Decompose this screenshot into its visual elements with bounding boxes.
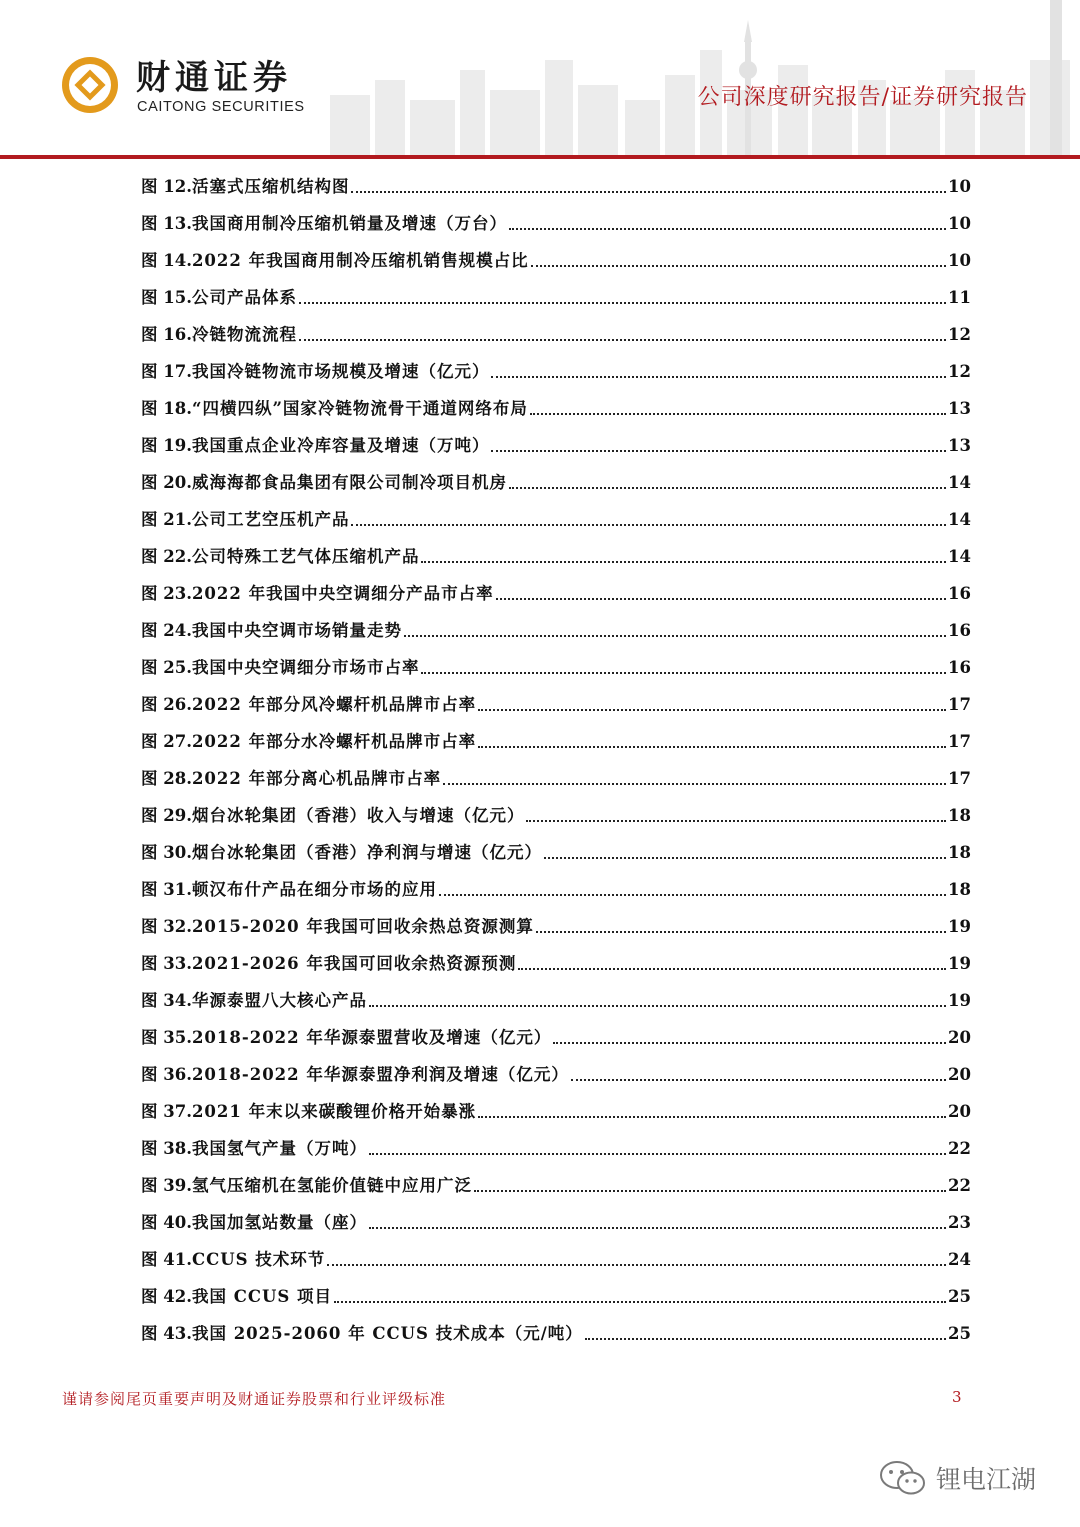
- toc-figure-title: 活塞式压缩机结构图: [191, 177, 350, 196]
- toc-dot-leader: [369, 1153, 946, 1155]
- toc-figure-title: 2022 年我国商用制冷压缩机销售规模占比: [191, 251, 529, 270]
- toc-entry[interactable]: [141, 1090, 971, 1127]
- toc-dot-leader: [571, 1079, 946, 1081]
- toc-dot-leader: [478, 746, 946, 748]
- toc-page-number: 18: [948, 806, 971, 825]
- toc-entry[interactable]: [141, 1164, 971, 1201]
- toc-figure-number: 图 19.: [141, 436, 192, 455]
- toc-figure-title: 2021-2026 年我国可回收余热资源预测: [191, 954, 517, 973]
- page-header: [0, 0, 1080, 160]
- toc-figure-number: 图 39.: [141, 1176, 192, 1195]
- toc-dot-leader: [443, 783, 946, 785]
- toc-figure-title: 威海海都食品集团有限公司制冷项目机房: [191, 473, 507, 492]
- toc-figure-title: 华源泰盟八大核心产品: [191, 991, 367, 1010]
- toc-figure-title: 我国中央空调细分市场市占率: [191, 658, 420, 677]
- toc-page-number: 13: [948, 436, 971, 455]
- toc-figure-number: 图 32.: [141, 917, 192, 936]
- toc-figure-number: 图 24.: [141, 621, 192, 640]
- toc-dot-leader: [491, 450, 946, 452]
- toc-page-number: 12: [948, 362, 971, 381]
- toc-figure-title: 我国重点企业冷库容量及增速（万吨）: [191, 436, 490, 455]
- toc-entry[interactable]: [141, 1016, 971, 1053]
- toc-figure-title: 氢气压缩机在氢能价值链中应用广泛: [191, 1176, 472, 1195]
- toc-dot-leader: [509, 228, 946, 230]
- toc-page-number: 19: [948, 991, 971, 1010]
- toc-figure-number: 图 17.: [141, 362, 192, 381]
- toc-figure-title: 顿汉布什产品在细分市场的应用: [191, 880, 437, 899]
- toc-page-number: 16: [948, 621, 971, 640]
- toc-figure-title: 2022 年我国中央空调细分产品市占率: [191, 584, 494, 603]
- toc-page-number: 14: [948, 547, 971, 566]
- toc-figure-number: 图 43.: [141, 1324, 192, 1343]
- toc-figure-number: 图 42.: [141, 1287, 192, 1306]
- toc-entry[interactable]: [141, 942, 971, 979]
- wechat-icon: [878, 1458, 928, 1498]
- toc-entry[interactable]: [141, 1238, 971, 1275]
- toc-figure-number: 图 13.: [141, 214, 192, 233]
- toc-figure-title: 2018-2022 年华源泰盟营收及增速（亿元）: [191, 1028, 552, 1047]
- toc-figure-title: 2022 年部分风冷螺杆机品牌市占率: [191, 695, 477, 714]
- toc-entry[interactable]: [141, 535, 971, 572]
- toc-entry[interactable]: [141, 572, 971, 609]
- toc-page-number: 18: [948, 843, 971, 862]
- toc-figure-number: 图 25.: [141, 658, 192, 677]
- toc-page-number: 17: [948, 695, 971, 714]
- toc-entry[interactable]: [141, 239, 971, 276]
- toc-figure-number: 图 20.: [141, 473, 192, 492]
- report-type-label: 公司深度研究报告/证券研究报告: [697, 85, 1028, 110]
- toc-figure-number: 图 34.: [141, 991, 192, 1010]
- toc-dot-leader: [369, 1005, 946, 1007]
- toc-page-number: 10: [948, 177, 971, 196]
- footer-disclaimer: 谨请参阅尾页重要声明及财通证券股票和行业评级标准: [62, 1390, 447, 1408]
- toc-dot-leader: [530, 413, 946, 415]
- toc-figure-title: “四横四纵”国家冷链物流骨干通道网络布局: [191, 399, 528, 418]
- toc-dot-leader: [351, 524, 946, 526]
- toc-figure-title: 2022 年部分离心机品牌市占率: [191, 769, 442, 788]
- toc-figure-title: 烟台冰轮集团（香港）净利润与增速（亿元）: [191, 843, 542, 862]
- toc-figure-title: 我国冷链物流市场规模及增速（亿元）: [191, 362, 490, 381]
- toc-entry[interactable]: [141, 461, 971, 498]
- toc-entry[interactable]: [141, 276, 971, 313]
- toc-dot-leader: [334, 1301, 946, 1303]
- toc-page-number: 18: [948, 880, 971, 899]
- toc-entry[interactable]: [141, 1275, 971, 1312]
- logo-chinese-name: 财通证券: [136, 58, 292, 98]
- toc-page-number: 14: [948, 473, 971, 492]
- toc-entry[interactable]: [141, 202, 971, 239]
- toc-page-number: 17: [948, 732, 971, 751]
- toc-figure-title: 公司工艺空压机产品: [191, 510, 350, 529]
- toc-page-number: 13: [948, 399, 971, 418]
- toc-page-number: 23: [948, 1213, 971, 1232]
- toc-page-number: 19: [948, 917, 971, 936]
- toc-page-number: 14: [948, 510, 971, 529]
- wechat-watermark: [878, 1458, 1036, 1498]
- toc-page-number: 25: [948, 1287, 971, 1306]
- toc-figure-title: 烟台冰轮集团（香港）收入与增速（亿元）: [191, 806, 525, 825]
- toc-entry[interactable]: [141, 831, 971, 868]
- toc-figure-number: 图 30.: [141, 843, 192, 862]
- toc-entry[interactable]: [141, 165, 971, 202]
- header-divider: [0, 155, 1080, 159]
- toc-dot-leader: [509, 487, 946, 489]
- toc-dot-leader: [491, 376, 946, 378]
- toc-dot-leader: [496, 598, 946, 600]
- toc-dot-leader: [439, 894, 946, 896]
- toc-figure-title: 2021 年末以来碳酸锂价格开始暴涨: [191, 1102, 477, 1121]
- toc-entry[interactable]: [141, 424, 971, 461]
- caitong-logo-icon: [60, 55, 120, 115]
- toc-figure-title: 我国商用制冷压缩机销量及增速（万台）: [191, 214, 507, 233]
- logo-english-name: CAITONG SECURITIES: [137, 99, 305, 115]
- toc-entry[interactable]: [141, 683, 971, 720]
- toc-figure-title: 2022 年部分水冷螺杆机品牌市占率: [191, 732, 477, 751]
- toc-figure-number: 图 33.: [141, 954, 192, 973]
- toc-dot-leader: [478, 709, 946, 711]
- toc-entry[interactable]: [141, 387, 971, 424]
- toc-page-number: 20: [948, 1065, 971, 1084]
- toc-figure-number: 图 22.: [141, 547, 192, 566]
- toc-figure-title: 我国 CCUS 项目: [191, 1287, 333, 1306]
- toc-dot-leader: [526, 820, 946, 822]
- toc-entry[interactable]: [141, 1201, 971, 1238]
- toc-page-number: 16: [948, 658, 971, 677]
- toc-dot-leader: [536, 931, 946, 933]
- toc-entry[interactable]: [141, 794, 971, 831]
- toc-figure-number: 图 31.: [141, 880, 192, 899]
- toc-dot-leader: [474, 1190, 946, 1192]
- toc-figure-number: 图 18.: [141, 399, 192, 418]
- toc-entry[interactable]: [141, 350, 971, 387]
- watermark-text: 锂电江湖: [936, 1465, 1037, 1494]
- toc-figure-number: 图 23.: [141, 584, 192, 603]
- page-number: 3: [952, 1388, 962, 1406]
- toc-figure-title: 公司特殊工艺气体压缩机产品: [191, 547, 420, 566]
- toc-entry[interactable]: [141, 1127, 971, 1164]
- toc-figure-number: 图 21.: [141, 510, 192, 529]
- toc-figure-number: 图 26.: [141, 695, 192, 714]
- toc-entry[interactable]: [141, 720, 971, 757]
- toc-figure-title: 我国加氢站数量（座）: [191, 1213, 367, 1232]
- toc-entry[interactable]: [141, 757, 971, 794]
- toc-dot-leader: [299, 339, 946, 341]
- toc-figure-number: 图 41.: [141, 1250, 192, 1269]
- toc-figure-number: 图 16.: [141, 325, 192, 344]
- toc-entry[interactable]: [141, 868, 971, 905]
- toc-dot-leader: [421, 672, 946, 674]
- toc-figure-title: CCUS 技术环节: [191, 1250, 326, 1269]
- toc-page-number: 25: [948, 1324, 971, 1343]
- toc-figure-title: 2015-2020 年我国可回收余热总资源测算: [191, 917, 534, 936]
- toc-figure-title: 我国 2025-2060 年 CCUS 技术成本（元/吨）: [191, 1324, 583, 1343]
- toc-entry[interactable]: [141, 979, 971, 1016]
- toc-page-number: 22: [948, 1176, 971, 1195]
- toc-dot-leader: [299, 302, 946, 304]
- toc-figure-title: 我国氢气产量（万吨）: [191, 1139, 367, 1158]
- toc-page-number: 19: [948, 954, 971, 973]
- toc-figure-number: 图 15.: [141, 288, 192, 307]
- toc-entry[interactable]: [141, 609, 971, 646]
- toc-figure-number: 图 27.: [141, 732, 192, 751]
- toc-figure-title: 冷链物流流程: [191, 325, 297, 344]
- toc-dot-leader: [327, 1264, 946, 1266]
- toc-dot-leader: [531, 265, 946, 267]
- toc-dot-leader: [478, 1116, 946, 1118]
- toc-figure-number: 图 14.: [141, 251, 192, 270]
- toc-figure-number: 图 12.: [141, 177, 192, 196]
- toc-dot-leader: [585, 1338, 946, 1340]
- toc-page-number: 22: [948, 1139, 971, 1158]
- toc-page-number: 16: [948, 584, 971, 603]
- toc-entry[interactable]: [141, 1053, 971, 1090]
- toc-figure-number: 图 36.: [141, 1065, 192, 1084]
- toc-figure-number: 图 37.: [141, 1102, 192, 1121]
- toc-page-number: 10: [948, 251, 971, 270]
- toc-page-number: 12: [948, 325, 971, 344]
- toc-entry[interactable]: [141, 313, 971, 350]
- toc-figure-title: 公司产品体系: [191, 288, 297, 307]
- toc-entry[interactable]: [141, 498, 971, 535]
- toc-dot-leader: [544, 857, 946, 859]
- toc-page-number: 24: [948, 1250, 971, 1269]
- toc-figure-number: 图 38.: [141, 1139, 192, 1158]
- toc-dot-leader: [404, 635, 946, 637]
- toc-figure-title: 2018-2022 年华源泰盟净利润及增速（亿元）: [191, 1065, 569, 1084]
- toc-page-number: 17: [948, 769, 971, 788]
- toc-figure-number: 图 28.: [141, 769, 192, 788]
- toc-figure-number: 图 40.: [141, 1213, 192, 1232]
- toc-figure-title: 我国中央空调市场销量走势: [191, 621, 402, 640]
- toc-page-number: 11: [948, 288, 971, 307]
- toc-page-number: 20: [948, 1102, 971, 1121]
- toc-figure-number: 图 29.: [141, 806, 192, 825]
- toc-dot-leader: [421, 561, 946, 563]
- toc-figure-number: 图 35.: [141, 1028, 192, 1047]
- toc-dot-leader: [553, 1042, 946, 1044]
- toc-dot-leader: [351, 191, 946, 193]
- toc-entry[interactable]: [141, 1312, 971, 1349]
- figure-table-of-contents: [141, 165, 971, 1349]
- toc-entry[interactable]: [141, 905, 971, 942]
- toc-dot-leader: [369, 1227, 946, 1229]
- toc-page-number: 10: [948, 214, 971, 233]
- toc-dot-leader: [518, 968, 946, 970]
- toc-entry[interactable]: [141, 646, 971, 683]
- toc-page-number: 20: [948, 1028, 971, 1047]
